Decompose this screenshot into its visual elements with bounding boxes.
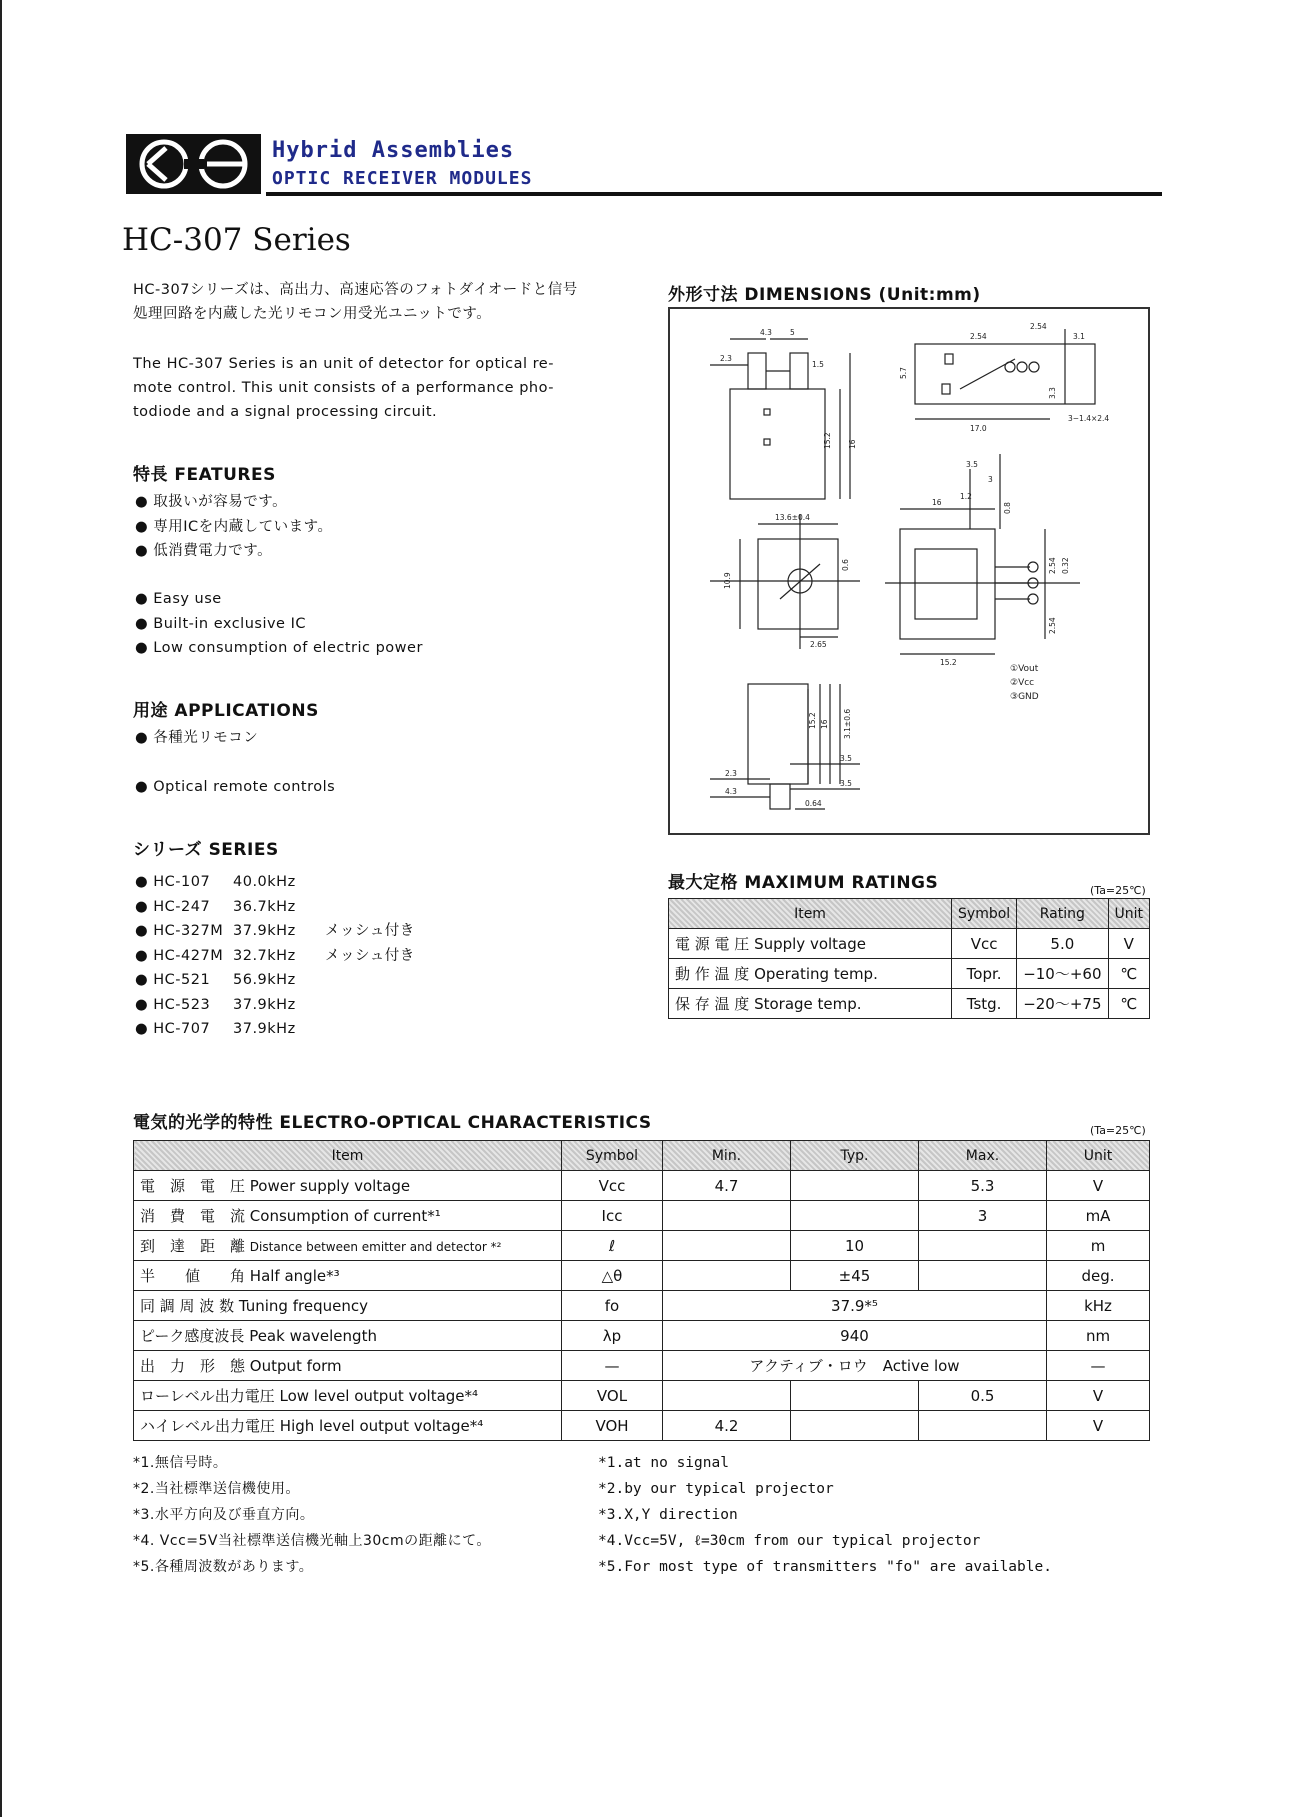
dim-label: 3−1.4×2.4 [1068, 414, 1110, 423]
cell-typ [791, 1411, 919, 1441]
eo-table [133, 1140, 1150, 1441]
cell-unit: nm [1047, 1321, 1150, 1351]
list-item: ● 各種光リモコン [135, 730, 259, 746]
column-header: Symbol [562, 1141, 663, 1171]
cell-max [919, 1231, 1047, 1261]
cell-item: ピーク感度波長 Peak wavelength [134, 1321, 562, 1351]
column-header: Min. [663, 1141, 791, 1171]
cell-symbol: Icc [562, 1201, 663, 1231]
cell-unit: V [1047, 1381, 1150, 1411]
pin-label: ②Vcc [1010, 678, 1035, 688]
features-heading: 特長 FEATURES [133, 465, 276, 485]
column-header: Item [134, 1141, 562, 1171]
table-row [134, 1381, 1150, 1411]
cell-symbol: Vcc [952, 929, 1017, 959]
dim-label: 10.9 [723, 572, 732, 589]
dim-label: 2.3 [720, 354, 732, 363]
intro-en-line: The HC-307 Series is an unit of detector for optical re- [133, 356, 554, 372]
list-item: ● Built-in exclusive IC [135, 615, 306, 632]
dim-label: 17.0 [970, 424, 987, 433]
dim-label: 15.2 [823, 432, 832, 449]
features-en-list [135, 587, 423, 661]
cell-min: 4.2 [663, 1411, 791, 1441]
cell-unit: ℃ [1108, 989, 1150, 1019]
dim-label: 3.1±0.6 [843, 708, 852, 739]
dim-label: 3.5 [840, 754, 852, 763]
dimensions-drawing-frame [668, 307, 1150, 835]
series-list [135, 870, 415, 1042]
list-item: ● HC-107 40.0kHz [135, 874, 296, 890]
cell-symbol: fo [562, 1291, 663, 1321]
list-item: ● HC-521 56.9kHz [135, 972, 296, 988]
table-row [669, 989, 1150, 1019]
dim-label: 2.65 [810, 640, 827, 649]
column-header: Typ. [791, 1141, 919, 1171]
dim-label: 2.54 [1048, 557, 1057, 574]
applications-heading: 用途 APPLICATIONS [133, 701, 319, 721]
cell-unit: deg. [1047, 1261, 1150, 1291]
dim-label: 2.54 [970, 332, 987, 341]
intro-jp-line: HC-307シリーズは、高出力、高速応答のフォトダイオードと信号 [133, 282, 578, 298]
intro-english [133, 352, 554, 424]
footnote: *4.Vcc=5V, ℓ=30cm from our typical projector [598, 1533, 981, 1549]
max-ratings-condition: (Ta=25℃) [1090, 884, 1146, 897]
header-rule [266, 192, 1162, 196]
company-logo [126, 134, 261, 194]
column-header: Unit [1047, 1141, 1150, 1171]
table-row [134, 1351, 1150, 1381]
cell-symbol: Tstg. [952, 989, 1017, 1019]
dim-label: 1.5 [812, 360, 824, 369]
dim-label: 3.1 [1073, 332, 1085, 341]
dim-label: 5 [790, 328, 795, 337]
cell-max [919, 1411, 1047, 1441]
header-line-1: Hybrid Assemblies [272, 138, 515, 163]
cell-unit: V [1108, 929, 1150, 959]
dim-label: 13.6±0.4 [775, 513, 810, 522]
list-item: ● HC-427M 32.7kHz メッシュ付き [135, 947, 415, 964]
dim-label: 15.2 [808, 712, 817, 729]
table-row [669, 959, 1150, 989]
cell-item: 電 源 電 圧 Supply voltage [669, 929, 952, 959]
footnote: *1.at no signal [598, 1455, 729, 1471]
list-item: ● HC-707 37.9kHz [135, 1021, 296, 1037]
list-item: ● 専用ICを内蔵しています。 [135, 518, 333, 535]
dim-label: 0.8 [1003, 502, 1012, 514]
footnote: *5.For most type of transmitters "fo" are available. [598, 1559, 1052, 1575]
dim-label: 2.3 [725, 769, 737, 778]
list-item: ● 低消費電力です。 [135, 543, 273, 559]
cell-rating: 5.0 [1017, 929, 1108, 959]
cell-unit: m [1047, 1231, 1150, 1261]
intro-jp-line: 処理回路を内蔵した光リモコン用受光ユニットです。 [133, 306, 492, 322]
table-row [134, 1171, 1150, 1201]
cell-item: ハイレベル出力電圧 High level output voltage*⁴ [134, 1411, 562, 1441]
dim-label: 3.5 [966, 460, 978, 469]
cell-item: ローレベル出力電圧 Low level output voltage*⁴ [134, 1381, 562, 1411]
cell-unit: — [1047, 1351, 1150, 1381]
cell-symbol: Topr. [952, 959, 1017, 989]
table-row [669, 929, 1150, 959]
cell-typ [791, 1171, 919, 1201]
table-row [134, 1201, 1150, 1231]
cell-rating: −10〜+60 [1017, 959, 1108, 989]
cell-symbol: λp [562, 1321, 663, 1351]
footnote: *1.無信号時。 [133, 1455, 228, 1471]
cell-unit: V [1047, 1411, 1150, 1441]
table-row [134, 1291, 1150, 1321]
cell-item: 動 作 温 度 Operating temp. [669, 959, 952, 989]
dim-label: 1.2 [960, 492, 972, 501]
cell-item: 同 調 周 波 数 Tuning frequency [134, 1291, 562, 1321]
column-header: Symbol [952, 899, 1017, 929]
cell-unit: V [1047, 1171, 1150, 1201]
table-row [134, 1321, 1150, 1351]
footnote: *5.各種周波数があります。 [133, 1559, 314, 1575]
cell-item: 保 存 温 度 Storage temp. [669, 989, 952, 1019]
cell-symbol: Vcc [562, 1171, 663, 1201]
table-row [134, 1411, 1150, 1441]
table-row [134, 1261, 1150, 1291]
footnote: *3.水平方向及び垂直方向。 [133, 1507, 315, 1523]
dimensions-heading: 外形寸法 DIMENSIONS (Unit:mm) [668, 285, 981, 305]
cell-unit: mA [1047, 1201, 1150, 1231]
cell-symbol: VOH [562, 1411, 663, 1441]
page-edge [0, 0, 2, 1817]
cell-min [663, 1261, 791, 1291]
list-item: ● HC-247 36.7kHz [135, 898, 296, 915]
cell-symbol: — [562, 1351, 663, 1381]
dim-label: 3.5 [840, 779, 852, 788]
dim-label: 0.32 [1061, 557, 1070, 574]
dim-label: 15.2 [940, 658, 957, 667]
dimensions-drawing [670, 309, 1148, 833]
column-header: Max. [919, 1141, 1047, 1171]
dim-label: 0.64 [805, 799, 822, 808]
cell-item: 到 達 距 離 Distance between emitter and detector *² [134, 1231, 562, 1261]
list-item: ● Easy use [135, 591, 222, 607]
column-header: Unit [1108, 899, 1150, 929]
cell-rating: −20〜+75 [1017, 989, 1108, 1019]
list-item: ● HC-523 37.9kHz [135, 996, 296, 1013]
cell-value: アクティブ・ロウ Active low [663, 1351, 1047, 1381]
column-header: Rating [1017, 899, 1108, 929]
column-header: Item [669, 899, 952, 929]
list-item: ● Low consumption of electric power [135, 640, 423, 656]
dim-label: 3.3 [1048, 387, 1057, 399]
list-item: ● 取扱いが容易です。 [135, 494, 288, 510]
footnote: *2.by our typical projector [598, 1481, 834, 1497]
cell-unit: kHz [1047, 1291, 1150, 1321]
dim-label: 2.54 [1030, 322, 1047, 331]
pin-label: ①Vout [1010, 664, 1039, 674]
list-item: ● HC-327M 37.9kHz メッシュ付き [135, 923, 415, 939]
cell-value: 37.9*⁵ [663, 1291, 1047, 1321]
footnotes-japanese [133, 1450, 491, 1580]
cell-symbol: △θ [562, 1261, 663, 1291]
page-title: HC-307 Series [122, 222, 351, 258]
cell-symbol: ℓ [562, 1231, 663, 1261]
dim-label: 5.7 [899, 367, 908, 379]
dim-label: 16 [820, 719, 829, 729]
footnote: *2.当社標準送信機使用。 [133, 1481, 300, 1497]
cell-item: 出 力 形 態 Output form [134, 1351, 562, 1381]
table-header-row [134, 1141, 1150, 1171]
cell-typ [791, 1381, 919, 1411]
cell-value: 940 [663, 1321, 1047, 1351]
cell-item: 消 費 電 流 Consumption of current*¹ [134, 1201, 562, 1231]
intro-en-line: todiode and a signal processing circuit. [133, 404, 438, 420]
table-row [134, 1231, 1150, 1261]
dim-label: 16 [848, 439, 857, 449]
eo-condition: (Ta=25℃) [1090, 1124, 1146, 1137]
cell-min [663, 1201, 791, 1231]
cell-max: 0.5 [919, 1381, 1047, 1411]
eo-heading: 電気的光学的特性 ELECTRO-OPTICAL CHARACTERISTICS [133, 1113, 652, 1133]
cell-item: 電 源 電 圧 Power supply voltage [134, 1171, 562, 1201]
cell-typ [791, 1201, 919, 1231]
footnote: *4. Vcc=5V当社標準送信機光軸上30cmの距離にて。 [133, 1533, 491, 1549]
list-item: ● Optical remote controls [135, 779, 336, 795]
footnotes-english [598, 1450, 1052, 1580]
dim-label: 0.6 [841, 559, 850, 571]
dim-label: 4.3 [725, 787, 737, 796]
cell-item: 半 値 角 Half angle*³ [134, 1261, 562, 1291]
cell-typ: ±45 [791, 1261, 919, 1291]
dim-label: 3 [988, 475, 993, 484]
intro-en-line: mote control. This unit consists of a performance pho- [133, 380, 554, 396]
dim-label: 16 [932, 498, 942, 507]
cell-typ: 10 [791, 1231, 919, 1261]
cell-unit: ℃ [1108, 959, 1150, 989]
cell-symbol: VOL [562, 1381, 663, 1411]
features-jp-list [135, 490, 333, 564]
pin-label: ③GND [1010, 692, 1039, 702]
cell-min [663, 1381, 791, 1411]
cell-min: 4.7 [663, 1171, 791, 1201]
cell-min [663, 1231, 791, 1261]
footnote: *3.X,Y direction [598, 1507, 738, 1523]
cell-max: 3 [919, 1201, 1047, 1231]
max-ratings-table [668, 898, 1150, 1019]
dim-label: 4.3 [760, 328, 772, 337]
cell-max: 5.3 [919, 1171, 1047, 1201]
header-line-2: OPTIC RECEIVER MODULES [272, 168, 533, 189]
max-ratings-heading: 最大定格 MAXIMUM RATINGS [668, 873, 939, 893]
dim-label: 2.54 [1048, 617, 1057, 634]
intro-japanese [133, 278, 578, 326]
series-heading: シリーズ SERIES [133, 840, 279, 860]
cell-max [919, 1261, 1047, 1291]
table-header-row [669, 899, 1150, 929]
